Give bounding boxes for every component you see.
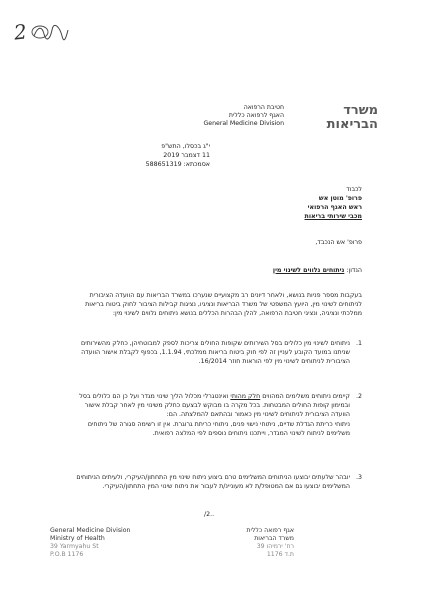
reference-number: אסמכתא: 588651319 bbox=[145, 161, 210, 168]
item-text: יובהר שלעתים יבוצעו הניתוחים המשלימים טרם ביצוע ניתוח שינוי מין התחתון/העיקרי, ולעיתים הניתוחים המשלימים יבוצעו גם אם המטופל/ת לא מעוניינ/ת לעבור את ניתוח שינוי המין התחתון/העיקרי. bbox=[76, 474, 350, 490]
footer-he-ministry: משרד הבריאות bbox=[254, 535, 294, 542]
item-number: 1. bbox=[355, 340, 362, 347]
item-number: 3. bbox=[355, 474, 362, 481]
division-he: חטיבת הרפואה bbox=[243, 104, 284, 111]
recipient-org: מכבי שירותי בריאות bbox=[304, 213, 362, 220]
subject-label: הנדון: bbox=[346, 267, 362, 274]
subject-line bbox=[112, 266, 362, 275]
handwritten-mark: 2 bbox=[12, 19, 28, 45]
intro-paragraph: בעקבות מספר פניות בנושא, ולאחר דיונים רב מקצועיים שנערכו במשרד הבריאות עם הוועדה הציבורית לניתוחים לשינוי מין, היועץ המשפטי של משרד הבריאות ונציגיו, נציגות קבילות הציבור לחוק ביטוח בריאות ממלכתי ונציגיה, ונציגי חטיבת הרפואה, להלן הבהרות הכללים בנושא ניתוחים נלווים לשינוי מין: bbox=[85, 292, 362, 317]
dept-he: האגף לרפואה כללית bbox=[228, 112, 284, 119]
recipient-block bbox=[212, 185, 362, 221]
subject-text: ניתוחים נלווים לשינוי מין bbox=[272, 267, 345, 274]
footer-en bbox=[50, 527, 170, 559]
page-continuation: /2.. bbox=[204, 511, 215, 518]
footer-en-pob: P.O.B 1176 bbox=[50, 551, 84, 558]
date-block bbox=[100, 142, 210, 169]
item-text-after: ואינטגרלי מכלול הליך שינוי מגדר ועל כן הם כלולים בסל ובמימון קופות החולים המבטחות. בכל מקרה בו מבוקש לבצעם כחלק משינוי מין לאחר קבלת אישור הוועדה הציבורית לניתוחים לשינוי מין כאמור ובהתאם להמלצתה. הם: bbox=[79, 393, 350, 418]
item-emphasis: חלק מהותי bbox=[230, 393, 261, 400]
item-text-before: קיימים ניתוחים משלימים המהווים bbox=[262, 393, 350, 400]
footer-he-address: רח' ירמיהו 39 bbox=[256, 543, 294, 550]
footer-he bbox=[204, 527, 294, 559]
list-item bbox=[72, 339, 362, 366]
item-number: 2. bbox=[355, 393, 362, 400]
gregorian-date: 11 דצמבר 2019 bbox=[163, 152, 210, 159]
recipient-name: פרופ' מוטן אש bbox=[318, 195, 362, 202]
handwritten-scribble bbox=[20, 22, 70, 44]
division-en: General Medicine Division bbox=[203, 120, 284, 127]
footer-en-ministry: Ministry of Health bbox=[50, 535, 105, 542]
footer-he-pob: ת.ד 1176 bbox=[266, 551, 294, 558]
logo-line2: הבריאות bbox=[326, 117, 378, 132]
footer-he-dept: אגף רפואה כללית bbox=[246, 527, 294, 534]
salutation: פרופ' אש הנכבד, bbox=[315, 239, 362, 246]
footer-en-division: General Medicine Division bbox=[50, 527, 131, 534]
hebrew-date: י"ג בכסלו, התש"פ bbox=[161, 143, 210, 150]
recipient-title: ראש האגף הרפואי bbox=[307, 204, 362, 211]
ministry-logo bbox=[298, 104, 378, 132]
item-text: ניתוחים לשינוי מין כלולים בסל השירותים שקופות החולים צריכות לספק למבוטחיהן, כחלק מהשירותים שניתנו במועד הקובע לעניין זה לפי חוק ביטוח בריאות ממלכתי, 1.1.94, בכפוף לקבלת אישור הוועדה הציבורית לניתוחים לשינוי מין לפי הוראות חוזר 16/2014. bbox=[81, 340, 350, 365]
footer-en-address: 39 Yarmyahu St bbox=[50, 543, 99, 550]
item-sublist: ניתוחי כריתת הגדלת שדיים, ניתוחי נישוי פנים, ניתוחי כריתת גרוגרת. אין זו רשימה סגורה של ניתוחים משלימים לניתוח לשינוי המגדר, וייתכנו ניתוחים נוספים לפי המלצה רפואית. bbox=[87, 421, 350, 437]
logo-line1: משרד bbox=[343, 103, 378, 118]
list-item bbox=[72, 392, 362, 438]
list-item bbox=[72, 473, 362, 491]
division-header bbox=[164, 104, 284, 128]
recipient-to: לכבוד bbox=[346, 186, 362, 193]
